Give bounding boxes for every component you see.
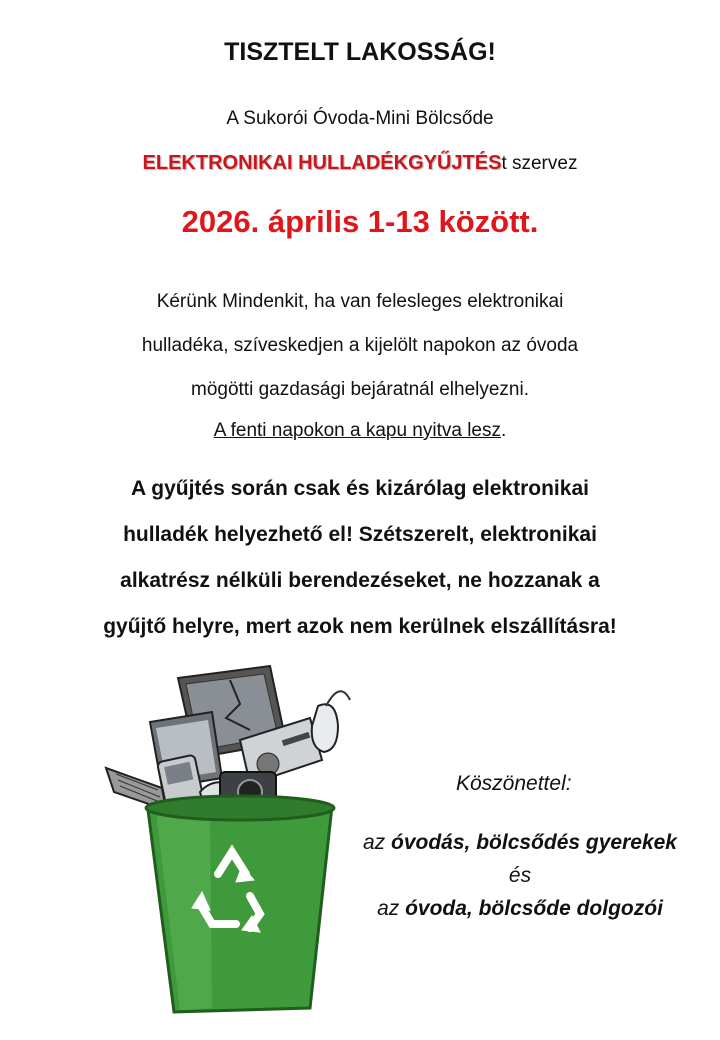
mouse-icon — [312, 691, 350, 752]
signature-line-3 — [340, 892, 700, 925]
event-date: 2026. április 1-13 között. — [181, 204, 539, 239]
warning-line: alkatrész nélküli berendezéseket, ne hozzanak a — [120, 569, 600, 592]
organizer-line: A Sukorói Óvoda-Mini Bölcsőde — [226, 108, 494, 129]
signature-line-1 — [340, 826, 700, 859]
warning-line: A gyűjtés során csak és kizárólag elektronikai — [131, 477, 589, 500]
event-suffix: t szervez — [501, 153, 578, 174]
bin-body — [146, 796, 334, 1012]
event-highlight: ELEKTRONIKAI HULLADÉKGYŰJTÉS — [142, 152, 502, 174]
gate-notice-text: A fenti napokon a kapu nyitva lesz — [213, 420, 502, 441]
gate-notice — [0, 420, 720, 442]
request-line: mögötti gazdasági bejáratnál elhelyezni. — [191, 379, 529, 400]
request-line: Kérünk Mindenkit, ha van felesleges elektronikai — [156, 291, 564, 312]
signature-staff: óvoda, bölcsőde dolgozói — [405, 897, 663, 920]
gate-notice-period: . — [501, 420, 507, 441]
signature-prefix: az — [363, 831, 392, 854]
thanks-text: Köszönettel: — [456, 772, 572, 795]
signature-children: óvodás, bölcsődés gyerekek — [391, 831, 677, 854]
warning-paragraph — [40, 466, 680, 650]
request-paragraph — [80, 280, 640, 412]
signature-prefix: az — [377, 897, 406, 920]
warning-line: gyűjtő helyre, mert azok nem kerülnek elszállításra! — [103, 615, 617, 638]
request-line: hulladéka, szíveskedjen a kijelölt napokon az óvoda — [141, 335, 579, 356]
page-title: TISZTELT LAKOSSÁG! — [224, 38, 496, 66]
warning-line: hulladék helyezhető el! Szétszerelt, elektronikai — [123, 523, 597, 546]
event-line — [0, 152, 720, 175]
signature-line-2: és — [508, 864, 532, 887]
signature-block — [340, 826, 700, 925]
